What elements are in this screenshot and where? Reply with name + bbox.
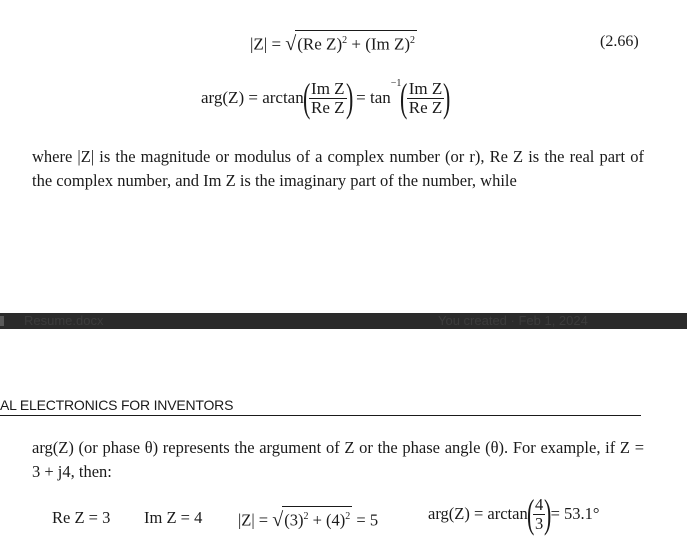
magnitude-equation xyxy=(250,30,417,56)
arg-lhs: arg(Z) = arctan xyxy=(201,88,304,108)
arg-fraction: $\frac{\text{Im Z}}{\text{Re Z}}$ xyxy=(311,78,345,117)
argument-equation: arg(Z) = arctan( $\frac{\text{Im Z}}{\text{Re Z}}$ ) = $\tan^{-1}$( $\frac{\text{Im Z}}{\text{Re Z}}$ ) xyxy=(201,75,451,121)
sqrt-icon: √ xyxy=(272,508,284,531)
example-argument: arg(Z) = arctan( $\frac{4}{3}$ )= 53.1° xyxy=(428,491,600,536)
example-im: Im Z = 4 xyxy=(144,508,203,527)
file-icon xyxy=(0,316,4,326)
magnitude-radicand: (Re Z)$^2$ + (Im Z)$^2$ xyxy=(295,30,417,55)
file-overlay-bar[interactable] xyxy=(0,313,687,329)
example-magnitude: $|Z| = √(3)^2 + (4)^2 = 5$ xyxy=(238,506,378,532)
magnitude-lhs: |Z| = xyxy=(250,34,286,54)
header-rule xyxy=(0,415,641,416)
equation-number: (2.66) xyxy=(600,33,639,50)
running-header: AL ELECTRONICS FOR INVENTORS xyxy=(0,397,234,413)
arg-tan: = tan xyxy=(351,88,391,108)
example-fraction: $\frac{4}{3}$ xyxy=(535,494,544,533)
sqrt-icon: √ xyxy=(285,32,297,55)
paragraph-bottom: arg(Z) (or phase θ) represents the argument of Z or the phase angle (θ). For example, if Z = 3 + j4, then: xyxy=(32,438,644,481)
paragraph-top: where |Z| is the magnitude or modulus of a complex number (or r), Re Z is the real part of the complex number, and Im Z is the imaginary part of the number, while xyxy=(32,147,644,190)
file-created: You created · Feb 1, 2024 xyxy=(438,313,588,328)
file-name[interactable]: Resume.docx xyxy=(24,313,104,328)
tan-fraction: $\frac{\text{Im Z}}{\text{Re Z}}$ xyxy=(408,78,443,117)
example-re: Re Z = 3 xyxy=(52,508,111,527)
